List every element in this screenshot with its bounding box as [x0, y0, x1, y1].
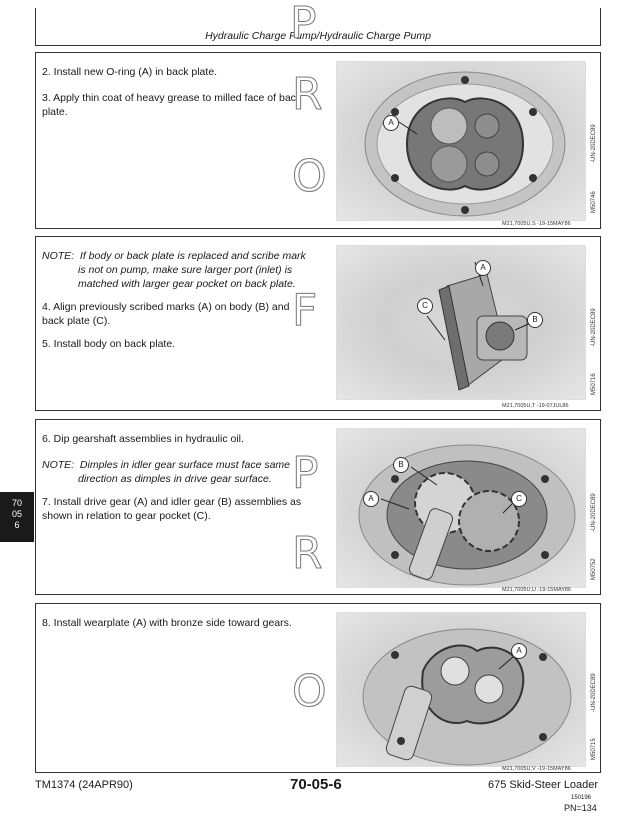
note-text-cont: matched with larger gear pocket on back plate. — [78, 278, 296, 290]
photo-side-code: -UN-20DEC89 — [591, 493, 597, 532]
page-pn: PN=134 — [564, 803, 597, 813]
header-box — [35, 8, 601, 46]
photo-id: M50752 — [591, 558, 597, 580]
watermark-letter-r: R — [292, 528, 323, 579]
photo-caption: M21,7005U,V -19-15MAY86 — [502, 766, 571, 772]
step-3-text: 3. Apply thin coat of heavy grease to milled face of back — [42, 92, 302, 104]
section-tab-line2: 05 — [11, 509, 22, 519]
step-4-text-cont: back plate (C). — [42, 315, 111, 327]
instruction-panel-3 — [35, 419, 601, 595]
note-text: NOTE: Dimples in idler gear surface must face same — [42, 459, 291, 471]
step-4-text: 4. Align previously scribed marks (A) on body (B) and — [42, 301, 290, 313]
photo-side-code: -UN-20DEC89 — [591, 124, 597, 163]
instruction-panel-1 — [35, 52, 601, 229]
wearplate-photo — [336, 612, 586, 767]
back-plate-photo — [336, 61, 586, 221]
callout-b: B — [393, 457, 409, 473]
section-tab-line3: 6 — [14, 520, 20, 530]
watermark-letter-f: F — [292, 285, 318, 336]
instruction-panel-4 — [35, 603, 601, 773]
photo-id: M50716 — [591, 373, 597, 395]
step-2-text: 2. Install new O-ring (A) in back plate. — [42, 66, 218, 78]
callout-a: A — [511, 643, 527, 659]
watermark-letter-p: P — [290, 0, 317, 49]
footer-code: 150196 — [571, 795, 592, 801]
page-header-title: Hydraulic Charge Pump/Hydraulic Charge Pump — [205, 30, 431, 42]
step-5-text: 5. Install body on back plate. — [42, 338, 176, 350]
watermark-letter-r: R — [292, 69, 323, 120]
gears-photo — [336, 428, 586, 588]
note-text-cont: direction as dimples in drive gear surface. — [78, 473, 272, 485]
photo-id: M50746 — [591, 191, 597, 213]
note-text: NOTE: If body or back plate is replaced and scribe mark — [42, 250, 306, 262]
section-tab-line1: 70 — [11, 498, 22, 508]
callout-a: A — [363, 491, 379, 507]
callout-c: C — [417, 298, 433, 314]
pump-body-photo — [336, 245, 586, 400]
step-6-text: 6. Dip gearshaft assemblies in hydraulic oil. — [42, 433, 244, 445]
watermark-letter-o: O — [292, 666, 327, 717]
note-text-cont: is not on pump, make sure larger port (inlet) is — [78, 264, 293, 276]
step-7-text-cont: shown in relation to gear pocket (C). — [42, 510, 211, 522]
photo-caption: M21,7005U,T -19-07JUL86 — [502, 403, 569, 409]
photo-caption: M21,7005U,U -19-15MAY86 — [502, 587, 571, 593]
machine-name: 675 Skid-Steer Loader — [488, 779, 599, 791]
callout-a: A — [475, 260, 491, 276]
callout-a: A — [383, 115, 399, 131]
watermark-letter-o: O — [292, 151, 327, 202]
photo-side-code: -UN-20DEC89 — [591, 308, 597, 347]
step-8-text: 8. Install wearplate (A) with bronze side toward gears. — [42, 617, 292, 629]
step-7-text: 7. Install drive gear (A) and idler gear (B) assemblies as — [42, 496, 302, 508]
wearplate-illustration — [337, 613, 586, 767]
callout-c: C — [511, 491, 527, 507]
step-3-text-cont: plate. — [42, 106, 68, 118]
callout-b: B — [527, 312, 543, 328]
instruction-panel-2 — [35, 236, 601, 411]
gears-illustration — [337, 429, 586, 588]
watermark-letter-p: P — [292, 448, 319, 499]
section-tab — [0, 492, 34, 542]
page-number: 70-05-6 — [290, 776, 342, 793]
photo-caption: M21,7005U,S -19-15MAY86 — [502, 221, 571, 227]
photo-id: M50715 — [591, 738, 597, 760]
back-plate-illustration — [337, 62, 586, 221]
manual-id: TM1374 (24APR90) — [35, 779, 133, 791]
pump-body-illustration — [337, 246, 586, 400]
photo-side-code: -UN-20DEC89 — [591, 673, 597, 712]
